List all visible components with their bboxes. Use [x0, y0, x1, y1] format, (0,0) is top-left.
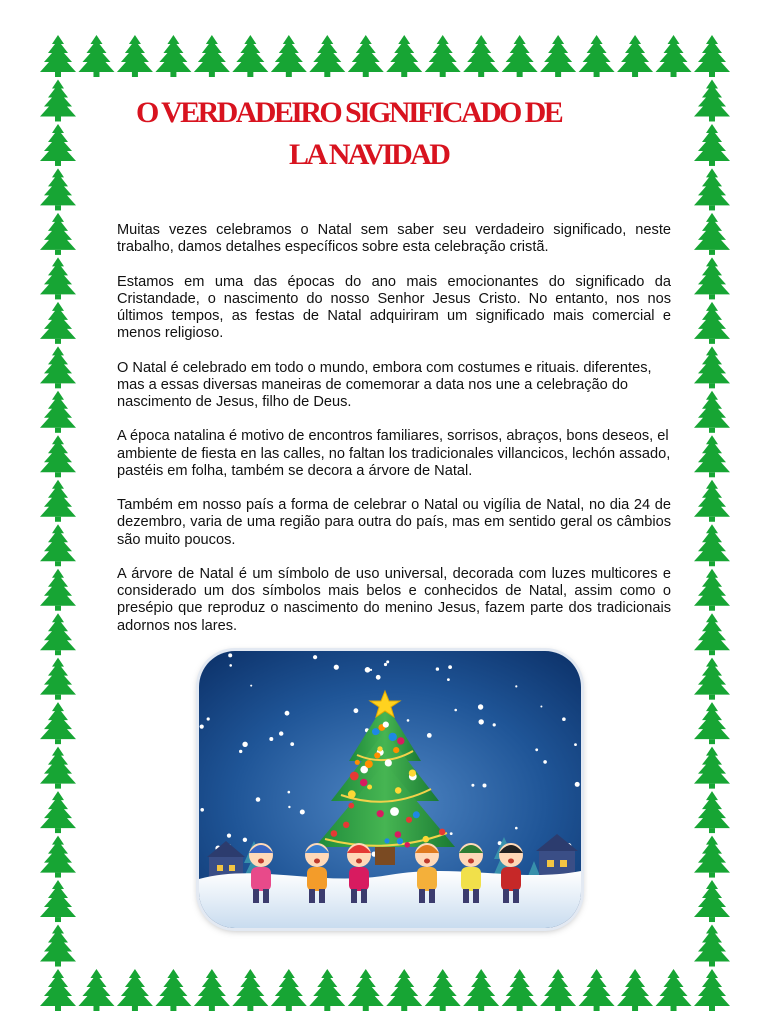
christmas-tree-icon [694, 658, 730, 700]
christmas-tree-icon [656, 969, 692, 1011]
christmas-tree-icon [694, 346, 730, 388]
christmas-tree-icon [694, 747, 730, 789]
christmas-tree-icon [348, 35, 384, 77]
paragraph-4: A época natalina é motivo de encontros familiares, sorrisos, abraços, bons deseos, el ambiente de fiesta en las calles, no faltan los tradicionales villancicos, lechón assado, pastéis em folha, também se decora a árvore de Natal. [117, 428, 671, 479]
christmas-tree-icon [348, 969, 384, 1011]
christmas-tree-icon [463, 35, 499, 77]
christmas-tree-icon [40, 124, 76, 166]
christmas-tree-icon [694, 480, 730, 522]
christmas-tree-icon [694, 79, 730, 121]
christmas-tree-icon [694, 702, 730, 744]
christmas-tree-icon [155, 969, 191, 1011]
christmas-tree-icon [617, 35, 653, 77]
christmas-tree-icon [386, 969, 422, 1011]
christmas-tree-icon [694, 836, 730, 878]
christmas-tree-icon [40, 524, 76, 566]
christmas-tree-icon [40, 613, 76, 655]
paragraph-3: O Natal é celebrado em todo o mundo, embora com costumes e rituais. diferentes, mas a essas diversas maneiras de comemorar a data nos une a celebração do nascimento de Jesus, filho de Deus. [117, 359, 652, 410]
christmas-tree-icon [502, 35, 538, 77]
christmas-tree-icon [40, 302, 76, 344]
paragraph-1: Muitas vezes celebramos o Natal sem saber seu verdadeiro significado, neste trabalho, damos detalhes específicos sobre esta celebração cristã. [117, 222, 671, 256]
christmas-tree-icon [271, 35, 307, 77]
christmas-tree-icon [40, 435, 76, 477]
christmas-tree-icon [579, 969, 615, 1011]
christmas-tree-icon [40, 569, 76, 611]
christmas-tree-icon [540, 35, 576, 77]
christmas-tree-icon [579, 35, 615, 77]
christmas-tree-icon [232, 35, 268, 77]
christmas-tree-icon [309, 969, 345, 1011]
christmas-tree-icon [694, 257, 730, 299]
christmas-tree-children-illustration [199, 651, 581, 928]
christmas-tree-icon [694, 124, 730, 166]
christmas-tree-icon [694, 435, 730, 477]
paragraph-5: Também em nosso país a forma de celebrar o Natal ou vigília de Natal, no dia 24 de dezembro, varia de uma região para outra do país, mas em sentido geral os câmbios são muito poucos. [117, 497, 671, 548]
christmas-tree-icon [40, 925, 76, 967]
christmas-tree-icon [694, 302, 730, 344]
christmas-tree-icon [386, 35, 422, 77]
christmas-tree-icon [117, 35, 153, 77]
christmas-tree-icon [78, 35, 114, 77]
christmas-tree-icon [232, 969, 268, 1011]
christmas-tree-icon [40, 79, 76, 121]
christmas-tree-icon [425, 969, 461, 1011]
christmas-tree-icon [40, 480, 76, 522]
christmas-tree-icon [40, 35, 76, 77]
christmas-tree-icon [694, 880, 730, 922]
christmas-tree-icon [40, 836, 76, 878]
christmas-tree-icon [463, 969, 499, 1011]
christmas-tree-icon [617, 969, 653, 1011]
christmas-tree-icon [656, 35, 692, 77]
christmas-tree-icon [694, 613, 730, 655]
christmas-tree-icon [40, 702, 76, 744]
christmas-tree-icon [271, 969, 307, 1011]
christmas-tree-icon [194, 969, 230, 1011]
christmas-tree-icon [40, 346, 76, 388]
christmas-tree-icon [40, 168, 76, 210]
christmas-tree-icon [40, 747, 76, 789]
page-title-line-1: O VERDADEIRO SIGNIFICADO DE [136, 96, 562, 129]
christmas-tree-icon [78, 969, 114, 1011]
christmas-tree-icon [155, 35, 191, 77]
christmas-tree-icon [40, 880, 76, 922]
paragraph-2: Estamos em uma das épocas do ano mais emocionantes do significado da Cristandade, o nascimento do nosso Senhor Jesus Cristo. No entanto, nos nos últimos tempos, as festas de Natal adquiriram um significado mais comercial e menos religioso. [117, 273, 671, 342]
christmas-tree-icon [694, 969, 730, 1011]
article-body [117, 222, 671, 652]
christmas-tree-icon [40, 969, 76, 1011]
christmas-tree-icon [40, 791, 76, 833]
christmas-tree-icon [540, 969, 576, 1011]
christmas-tree-icon [40, 213, 76, 255]
christmas-tree-icon [194, 35, 230, 77]
christmas-tree-icon [117, 969, 153, 1011]
christmas-tree-icon [694, 791, 730, 833]
christmas-tree-icon [309, 35, 345, 77]
christmas-tree-icon [425, 35, 461, 77]
christmas-tree-icon [40, 391, 76, 433]
page-title-line-2: LA NAVIDAD [289, 138, 449, 171]
christmas-tree-icon [694, 524, 730, 566]
paragraph-6: A árvore de Natal é um símbolo de uso universal, decorada com luzes multicores e considerado um dos símbolos mais belos e conhecidos de Natal, assim como o presépio que reproduz o nascimento do menino Jesus, fazem parte dos tradicionais adornos nos lares. [117, 565, 671, 634]
christmas-tree-icon [694, 168, 730, 210]
christmas-tree-icon [694, 35, 730, 77]
christmas-tree-icon [694, 925, 730, 967]
christmas-tree-icon [502, 969, 538, 1011]
christmas-tree-icon [694, 213, 730, 255]
christmas-tree-icon [40, 658, 76, 700]
christmas-tree-icon [694, 569, 730, 611]
christmas-tree-icon [40, 257, 76, 299]
christmas-tree-icon [694, 391, 730, 433]
